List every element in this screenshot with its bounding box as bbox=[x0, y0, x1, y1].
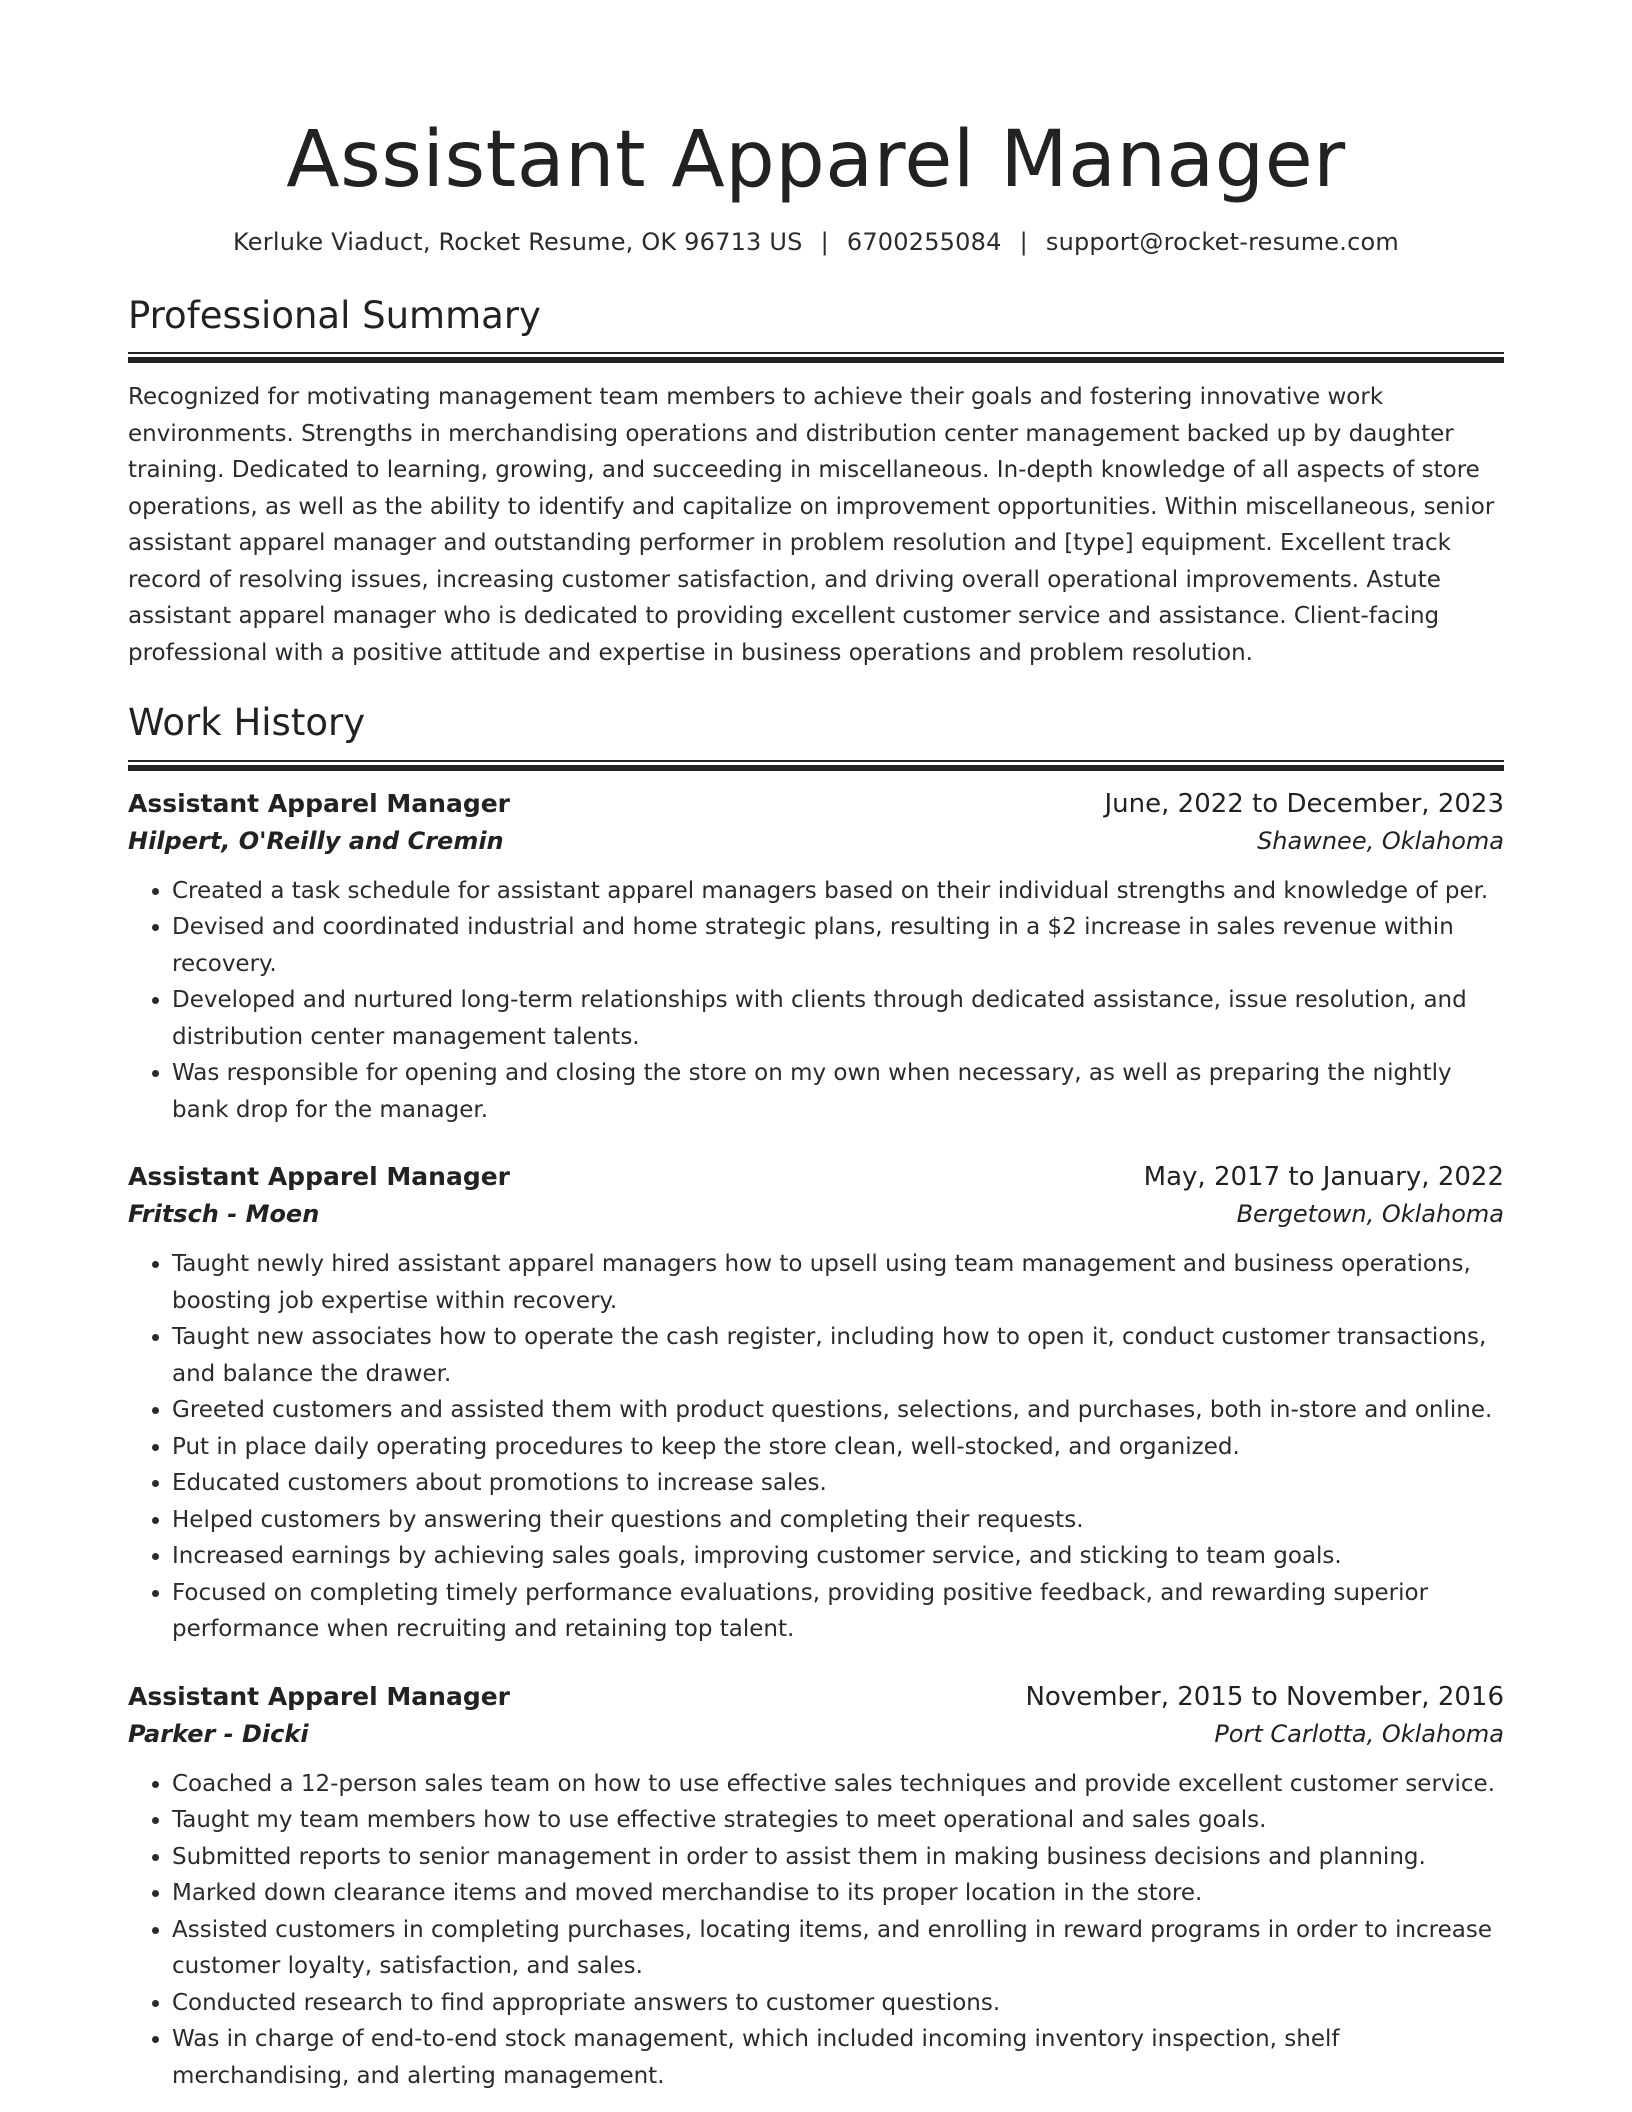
job-bullet: • Devised and coordinated industrial and home strategic plans, resulting in a $2 increase in sales revenue within recovery. bbox=[172, 909, 1504, 982]
job-company: Fritsch - Moen bbox=[128, 1200, 320, 1229]
job-company: Hilpert, O'Reilly and Cremin bbox=[128, 826, 504, 855]
job-dates: May, 2017 to January, 2022 bbox=[1143, 1162, 1504, 1193]
job-location: Shawnee, Oklahoma bbox=[1257, 826, 1504, 855]
job-bullet: • Assisted customers in completing purchases, locating items, and enrolling in reward programs in order to increase customer loyalty, satisfaction, and sales. bbox=[172, 1912, 1504, 1985]
job-bullet: • Taught newly hired assistant apparel managers how to upsell using team management and business operations, boosting job expertise within recovery. bbox=[172, 1246, 1504, 1319]
job-dates: June, 2022 to December, 2023 bbox=[1104, 788, 1504, 819]
job-company-row bbox=[128, 1720, 1504, 1748]
job-bullet: • Greeted customers and assisted them with product questions, selections, and purchases, both in-store and online. bbox=[172, 1392, 1504, 1429]
job-entry bbox=[128, 789, 1504, 1129]
job-bullet: • Coached a 12-person sales team on how to use effective sales techniques and provide excellent customer service. bbox=[172, 1766, 1504, 1803]
job-bullet: • Conducted research to find appropriate answers to customer questions. bbox=[172, 1985, 1504, 2022]
job-company: Parker - Dicki bbox=[128, 1719, 309, 1748]
job-title: Assistant Apparel Manager bbox=[128, 1162, 510, 1192]
summary-section bbox=[128, 294, 1504, 671]
job-header-row bbox=[128, 1682, 1504, 1712]
contact-separator: | bbox=[1019, 227, 1028, 256]
job-title: Assistant Apparel Manager bbox=[128, 788, 510, 818]
job-bullet: • Developed and nurtured long-term relationships with clients through dedicated assistance, issue resolution, and distribution center management talents. bbox=[172, 982, 1504, 1055]
job-bullet: • Increased earnings by achieving sales goals, improving customer service, and sticking to team goals. bbox=[172, 1538, 1504, 1575]
job-bullet-list bbox=[128, 1766, 1504, 2095]
job-company-row bbox=[128, 1200, 1504, 1228]
job-header-row bbox=[128, 789, 1504, 819]
contact-email: support@rocket-resume.com bbox=[1045, 227, 1399, 256]
job-entry bbox=[128, 1682, 1504, 2095]
job-entry bbox=[128, 1162, 1504, 1648]
section-rule bbox=[128, 760, 1504, 771]
job-bullet: • Marked down clearance items and moved merchandise to its proper location in the store. bbox=[172, 1875, 1504, 1912]
job-bullet: • Educated customers about promotions to increase sales. bbox=[172, 1465, 1504, 1502]
job-title: Assistant Apparel Manager bbox=[128, 1681, 510, 1711]
job-bullet: • Taught my team members how to use effective strategies to meet operational and sales goals. bbox=[172, 1802, 1504, 1839]
contact-phone: 6700255084 bbox=[846, 227, 1002, 256]
job-bullet: • Helped customers by answering their questions and completing their requests. bbox=[172, 1502, 1504, 1539]
job-bullet: • Put in place daily operating procedures to keep the store clean, well-stocked, and organized. bbox=[172, 1429, 1504, 1466]
job-location: Port Carlotta, Oklahoma bbox=[1214, 1719, 1504, 1748]
job-bullet: • Created a task schedule for assistant apparel managers based on their individual strengths and knowledge of per. bbox=[172, 873, 1504, 910]
job-dates: November, 2015 to November, 2016 bbox=[1025, 1681, 1504, 1712]
summary-text: Recognized for motivating management team members to achieve their goals and fostering innovative work environments. Strengths in merchandising operations and distribution center management backed up by daughter training. Dedicated to learning, growing, and succeeding in miscellaneous. In-depth knowledge of all aspects of store operations, as well as the ability to identify and capitalize on improvement opportunities. Within miscellaneous, senior assistant apparel manager and outstanding performer in problem resolution and [type] equipment. Excellent track record of resolving issues, increasing customer satisfaction, and driving overall operational improvements. Astute assistant apparel manager who is dedicated to providing excellent customer service and assistance. Client-facing professional with a positive attitude and expertise in business operations and problem resolution. bbox=[128, 384, 1495, 666]
job-bullet-list bbox=[128, 873, 1504, 1129]
job-bullet-list bbox=[128, 1246, 1504, 1648]
job-company-row bbox=[128, 827, 1504, 855]
work-history-section bbox=[128, 701, 1504, 2094]
job-location: Bergetown, Oklahoma bbox=[1236, 1200, 1504, 1229]
job-bullet: • Focused on completing timely performance evaluations, providing positive feedback, and rewarding superior performance when recruiting and retaining top talent. bbox=[172, 1575, 1504, 1648]
job-header-row bbox=[128, 1162, 1504, 1192]
job-list bbox=[128, 789, 1504, 2095]
resume-name: Assistant Apparel Manager bbox=[286, 115, 1346, 205]
section-title-summary: Professional Summary bbox=[128, 293, 541, 337]
contact-address: Kerluke Viaduct, Rocket Resume, OK 96713 US bbox=[233, 227, 803, 256]
section-title-work-history: Work History bbox=[128, 701, 366, 745]
section-rule bbox=[128, 352, 1504, 363]
job-bullet: • Submitted reports to senior management in order to assist them in making business decisions and planning. bbox=[172, 1839, 1504, 1876]
job-bullet: • Was in charge of end-to-end stock management, which included incoming inventory inspection, shelf merchandising, and alerting management. bbox=[172, 2021, 1504, 2094]
job-bullet: • Taught new associates how to operate the cash register, including how to open it, conduct customer transactions, and balance the drawer. bbox=[172, 1319, 1504, 1392]
contact-line bbox=[128, 228, 1504, 256]
contact-separator: | bbox=[820, 227, 829, 256]
job-bullet: • Was responsible for opening and closing the store on my own when necessary, as well as preparing the nightly bank drop for the manager. bbox=[172, 1055, 1504, 1128]
